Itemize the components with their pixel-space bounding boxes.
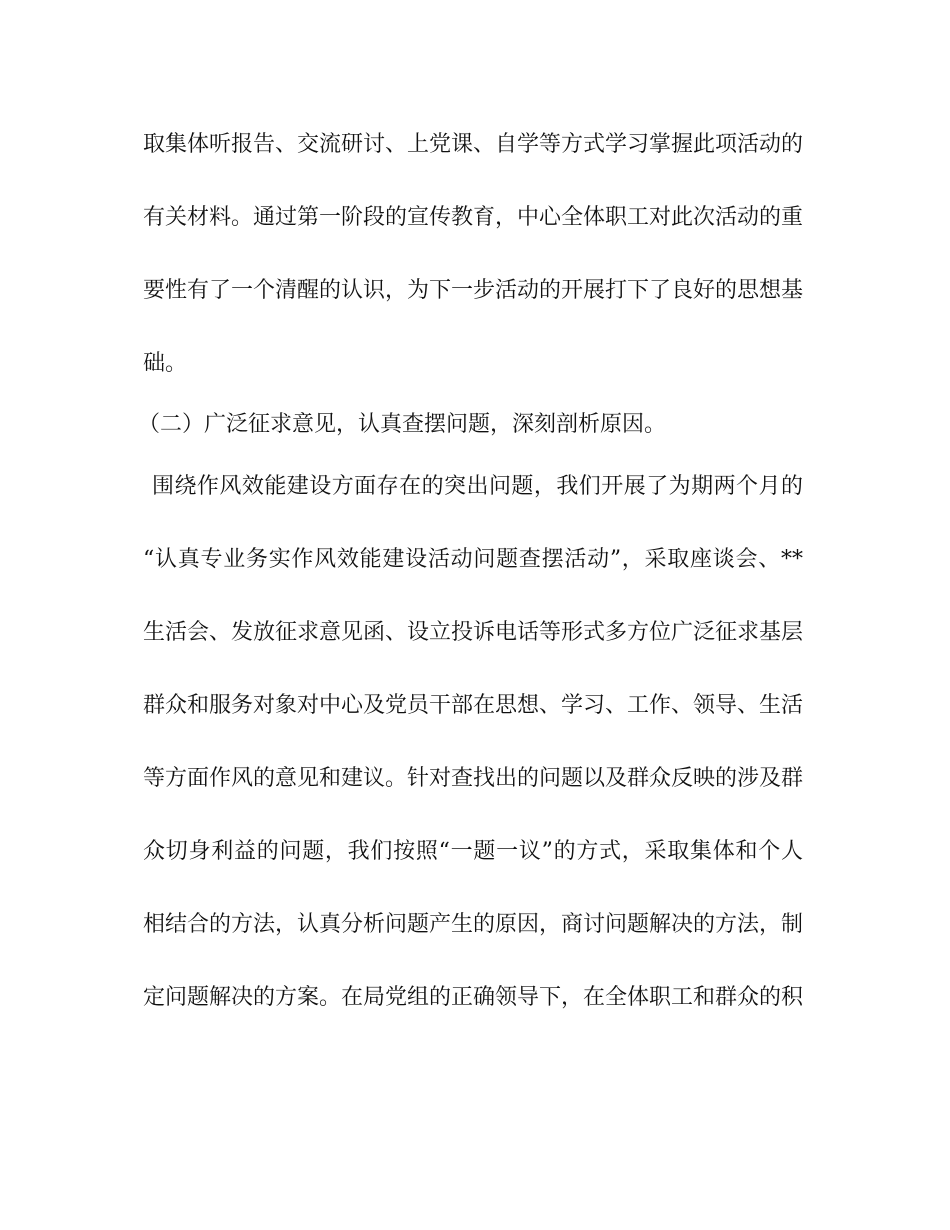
body-text-line: 要性有了一个清醒的认识，为下一步活动的开展打下了良好的思想基 — [143, 278, 803, 303]
body-text-line: 群众和服务对象对中心及党员干部在思想、学习、工作、领导、生活 — [143, 693, 803, 718]
body-text-line: 定问题解决的方案。在局党组的正确领导下，在全体职工和群众的积 — [143, 985, 803, 1010]
body-text-line: 等方面作风的意见和建议。针对查找出的问题以及群众反映的涉及群 — [143, 766, 803, 791]
body-text-line: 众切身利益的问题，我们按照“一题一议”的方式，采取集体和个人 — [143, 839, 803, 864]
body-text-line: “认真专业务实作风效能建设活动问题查摆活动”，采取座谈会、** — [143, 547, 803, 572]
body-text-line: 生活会、发放征求意见函、设立投诉电话等形式多方位广泛征求基层 — [143, 620, 803, 645]
body-text-line: 有关材料。通过第一阶段的宣传教育，中心全体职工对此次活动的重 — [143, 205, 803, 230]
body-text-line: 相结合的方法，认真分析问题产生的原因，商讨问题解决的方法，制 — [143, 912, 803, 937]
body-text-line: 围绕作风效能建设方面存在的突出问题，我们开展了为期两个月的 — [152, 474, 803, 499]
body-text-line: 础。 — [143, 351, 188, 376]
section-heading: （二）广泛征求意见，认真查摆问题，深刻剖析原因。 — [138, 412, 667, 437]
body-text-line: 取集体听报告、交流研讨、上党课、自学等方式学习掌握此项活动的 — [143, 132, 803, 157]
